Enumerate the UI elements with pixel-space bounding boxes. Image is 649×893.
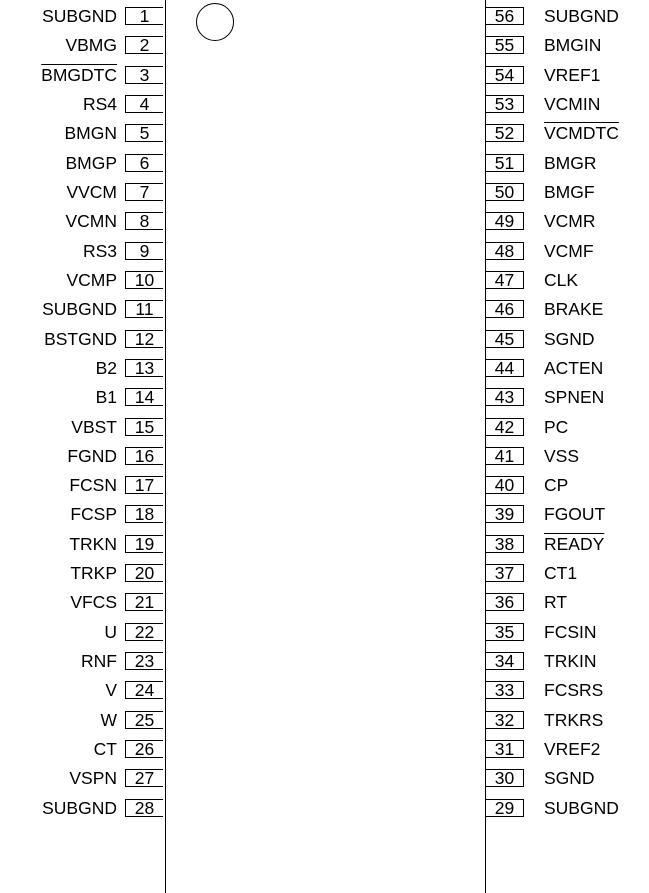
pin-number-box: 39 [486, 505, 524, 523]
pin-32 [484, 710, 649, 730]
pin-number-box: 27 [125, 769, 163, 787]
pin-46 [484, 299, 649, 319]
pin-name-label: BMGP [65, 152, 117, 173]
pin-16 [0, 446, 167, 466]
pin-7 [0, 182, 167, 202]
pin-name-label: VCMDTC [544, 123, 619, 144]
pin-number-box: 11 [125, 300, 163, 318]
pin-name-label: BMGF [544, 181, 595, 202]
pin-51 [484, 153, 649, 173]
pin-number-box: 25 [125, 711, 163, 729]
pin-name-label: SUBGND [42, 6, 117, 26]
pin-name-label: SUBGND [42, 299, 117, 320]
pin-name-label: BRAKE [544, 299, 604, 320]
pin-55 [484, 35, 649, 55]
pin-23 [0, 651, 167, 671]
pin-number-box: 35 [486, 623, 524, 641]
pin-number-box: 38 [486, 535, 524, 553]
pin-54 [484, 65, 649, 85]
pin-number-box: 32 [486, 711, 524, 729]
pin-name-label: FGOUT [544, 504, 606, 525]
pin-name-label: CT [93, 739, 117, 759]
pin-11 [0, 299, 167, 319]
pin-number-box: 37 [486, 564, 524, 582]
pin-name-label: TRKIN [544, 651, 597, 671]
pin-31 [484, 739, 649, 759]
pin-number-box: 48 [486, 242, 524, 260]
pin-number-box: 36 [486, 593, 524, 611]
pin-17 [0, 475, 167, 495]
pin-name-label: PC [544, 416, 569, 437]
pin-53 [484, 94, 649, 114]
pin-number-box: 7 [125, 183, 163, 201]
pin-25 [0, 710, 167, 730]
pin-30 [484, 768, 649, 788]
pin-40 [484, 475, 649, 495]
pin-number-box: 19 [125, 535, 163, 553]
pin-name-label: ACTEN [544, 357, 604, 378]
pin-number-box: 52 [486, 124, 524, 142]
pin-number-box: 3 [125, 66, 163, 84]
pin-name-label: B1 [95, 387, 117, 408]
pin-name-label: FCSP [70, 504, 117, 525]
pin-36 [484, 592, 649, 612]
pin-name-label: VCMP [66, 269, 117, 290]
pin-number-box: 43 [486, 388, 524, 406]
pin-21 [0, 592, 167, 612]
pin-number-box: 50 [486, 183, 524, 201]
pin-48 [484, 241, 649, 261]
pin-number-box: 30 [486, 769, 524, 787]
pin-5 [0, 123, 167, 143]
pin-number-box: 5 [125, 124, 163, 142]
pin-number-box: 46 [486, 300, 524, 318]
pin-name-label: U [104, 621, 117, 642]
pin-37 [484, 563, 649, 583]
pin-number-box: 18 [125, 505, 163, 523]
pin-28 [0, 798, 167, 818]
pin-number-box: 2 [125, 36, 163, 54]
pin-name-label: VVCM [66, 181, 117, 202]
pin-number-box: 8 [125, 212, 163, 230]
pin-name-label: SPNEN [544, 387, 605, 408]
pin-44 [484, 358, 649, 378]
pin-number-box: 26 [125, 740, 163, 758]
pin-number-box: 54 [486, 66, 524, 84]
pin-number-box: 44 [486, 359, 524, 377]
pin-35 [484, 622, 649, 642]
pin-47 [484, 270, 649, 290]
pin-name-label: W [100, 709, 117, 730]
pin-name-label: CP [544, 475, 569, 496]
pin-name-label: BMGR [544, 152, 597, 173]
pin-19 [0, 534, 167, 554]
pin-number-box: 10 [125, 271, 163, 289]
pin-name-label: SUBGND [544, 6, 619, 26]
pin-name-label: VFCS [70, 592, 117, 613]
pin-number-box: 17 [125, 476, 163, 494]
pin-name-label: RNF [81, 651, 117, 671]
pin-name-label: BMGN [64, 123, 117, 144]
pin-13 [0, 358, 167, 378]
pin-42 [484, 417, 649, 437]
pin-6 [0, 153, 167, 173]
pin-name-label: VCMR [544, 211, 596, 232]
pin-number-box: 1 [125, 7, 163, 25]
pin-29 [484, 798, 649, 818]
pin-name-label: BMGDTC [41, 64, 117, 85]
pin-27 [0, 768, 167, 788]
pin-name-label: TRKRS [544, 709, 604, 730]
pin-number-box: 14 [125, 388, 163, 406]
pin-number-box: 9 [125, 242, 163, 260]
pin-number-box: 12 [125, 330, 163, 348]
pin-number-box: 20 [125, 564, 163, 582]
pin-name-label: SGND [544, 768, 595, 789]
pin-33 [484, 680, 649, 700]
pin-name-label: TRKN [69, 533, 117, 554]
pin-name-label: VSPN [69, 768, 117, 789]
pin-number-box: 42 [486, 418, 524, 436]
pin-10 [0, 270, 167, 290]
pin-43 [484, 387, 649, 407]
pin-20 [0, 563, 167, 583]
pin-39 [484, 504, 649, 524]
pin-number-box: 16 [125, 447, 163, 465]
pin-name-label: VCMIN [544, 94, 601, 114]
pin-number-box: 15 [125, 418, 163, 436]
pin-name-label: VCMN [65, 211, 117, 232]
pin-name-label: B2 [95, 357, 117, 378]
pin-number-box: 13 [125, 359, 163, 377]
pin-34 [484, 651, 649, 671]
pin-number-box: 33 [486, 681, 524, 699]
pin1-indicator-circle [196, 3, 234, 41]
pin-49 [484, 211, 649, 231]
pin-38 [484, 534, 649, 554]
pin-number-box: 31 [486, 740, 524, 758]
pin-number-box: 24 [125, 681, 163, 699]
pin-45 [484, 329, 649, 349]
pin-number-box: 4 [125, 95, 163, 113]
pin-8 [0, 211, 167, 231]
pin-18 [0, 504, 167, 524]
pin-12 [0, 329, 167, 349]
pin-3 [0, 65, 167, 85]
pin-22 [0, 622, 167, 642]
pin-number-box: 40 [486, 476, 524, 494]
pin-number-box: 41 [486, 447, 524, 465]
pin-41 [484, 446, 649, 466]
pin-number-box: 28 [125, 799, 163, 817]
pin-number-box: 34 [486, 652, 524, 670]
pin-name-label: RS4 [82, 94, 117, 114]
pin-number-box: 6 [125, 154, 163, 172]
pin-52 [484, 123, 649, 143]
pin-15 [0, 417, 167, 437]
pin-name-label: CLK [544, 269, 579, 290]
pin-name-label: RS3 [82, 240, 117, 261]
pin-1 [0, 6, 167, 26]
pin-number-box: 22 [125, 623, 163, 641]
pin-name-label: VREF2 [544, 739, 601, 759]
pin-4 [0, 94, 167, 114]
pin-name-label: FCSRS [544, 680, 604, 701]
pin-name-label: V [105, 680, 117, 701]
pin-9 [0, 241, 167, 261]
pin-name-label: SGND [544, 328, 595, 349]
pin-name-label: VSS [544, 445, 580, 466]
pin-26 [0, 739, 167, 759]
pin-name-label: CT1 [544, 563, 578, 584]
pin-name-label: VCMF [544, 240, 594, 261]
pin-name-label: FCSIN [544, 621, 597, 642]
pin-number-box: 49 [486, 212, 524, 230]
pin-name-label: BMGIN [544, 35, 602, 56]
pin-24 [0, 680, 167, 700]
pin-number-box: 51 [486, 154, 524, 172]
pin-name-label: READY [544, 533, 605, 554]
pin-2 [0, 35, 167, 55]
pin-number-box: 55 [486, 36, 524, 54]
pin-name-label: TRKP [70, 563, 117, 584]
pin-number-box: 45 [486, 330, 524, 348]
pin-name-label: FGND [67, 445, 117, 466]
pin-name-label: FCSN [69, 475, 117, 496]
pin-name-label: VBMG [65, 35, 117, 56]
pin-name-label: SUBGND [544, 797, 619, 818]
pin-56 [484, 6, 649, 26]
pin-name-label: RT [544, 592, 568, 613]
pin-number-box: 56 [486, 7, 524, 25]
pin-name-label: VREF1 [544, 64, 601, 85]
pin-name-label: BSTGND [44, 328, 117, 349]
pin-number-box: 53 [486, 95, 524, 113]
pin-50 [484, 182, 649, 202]
pin-name-label: VBST [71, 416, 117, 437]
pin-number-box: 29 [486, 799, 524, 817]
pin-number-box: 21 [125, 593, 163, 611]
pin-number-box: 47 [486, 271, 524, 289]
pin-14 [0, 387, 167, 407]
pin-name-label: SUBGND [42, 797, 117, 818]
pin-number-box: 23 [125, 652, 163, 670]
